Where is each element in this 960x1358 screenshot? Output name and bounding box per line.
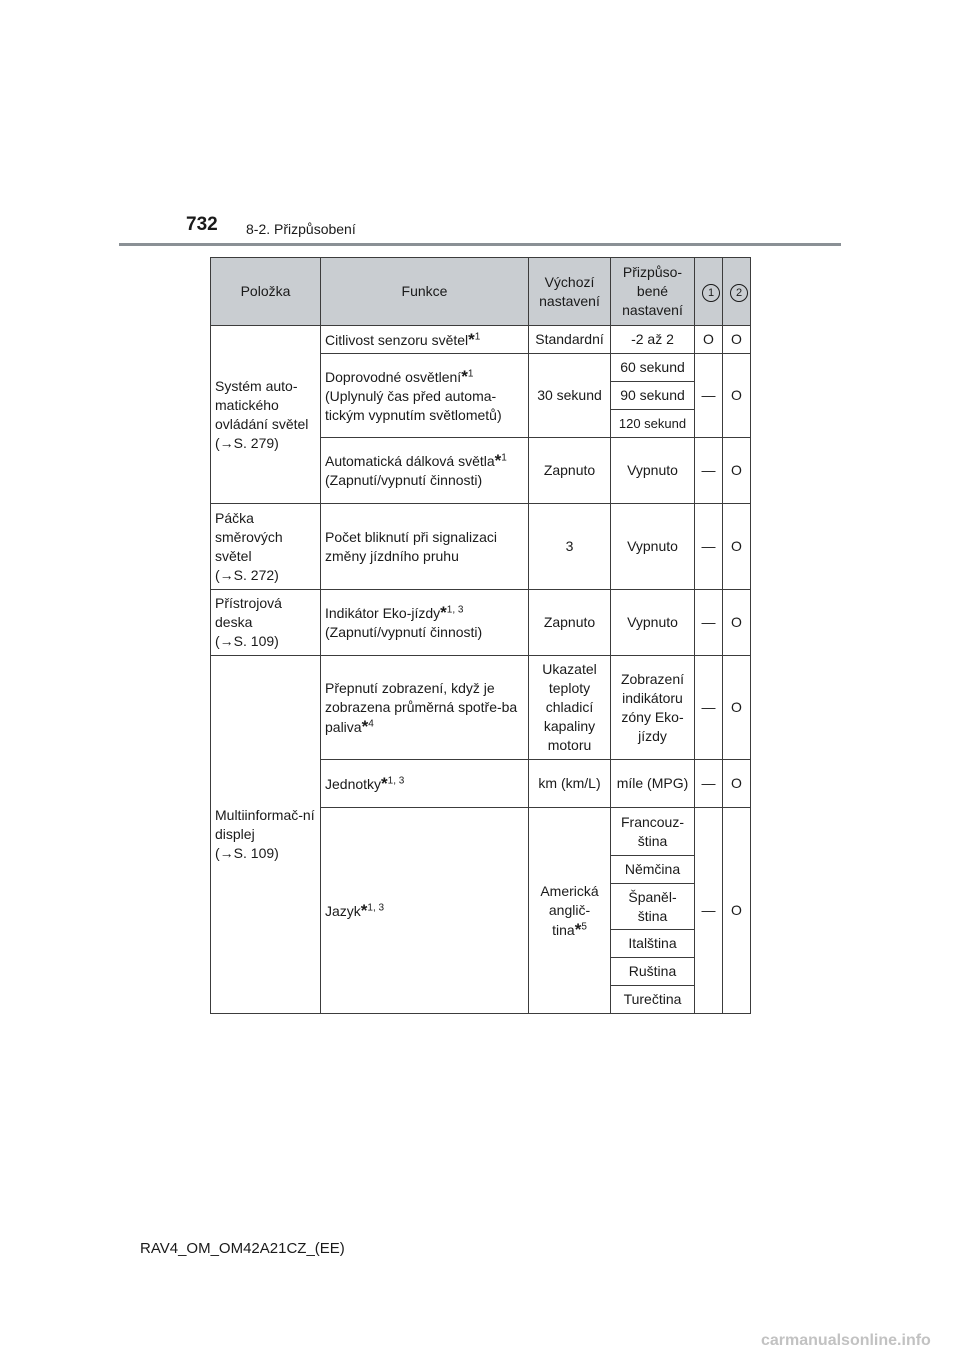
table-row xyxy=(211,326,751,354)
col1-cell: — xyxy=(695,438,723,504)
default-cell: Standardní xyxy=(529,326,611,354)
function-label: Doprovodné osvětlení xyxy=(325,368,462,385)
function-cell xyxy=(321,808,529,1014)
function-cell xyxy=(321,438,529,504)
custom-cell: Vypnuto xyxy=(611,590,695,656)
footnote-ref: 1 xyxy=(501,452,507,464)
footnote-ref: 1, 3 xyxy=(367,901,385,913)
custom-option: 60 sekund xyxy=(611,354,695,382)
col2-cell: O xyxy=(723,656,751,760)
asterisk-icon: * xyxy=(468,329,475,349)
item-cell xyxy=(211,590,321,656)
page-ref: (→S. 109) xyxy=(215,845,279,861)
col1-cell: — xyxy=(695,808,723,1014)
footnote-ref: 1, 3 xyxy=(387,774,405,786)
function-detail: (Uplynulý čas před automa-tickým vypnutím světlometů) xyxy=(325,387,502,423)
col2-cell: O xyxy=(723,760,751,808)
custom-option: Španěl-ština xyxy=(611,884,695,930)
custom-option: Němčina xyxy=(611,856,695,884)
item-cell xyxy=(211,504,321,590)
custom-option: Turečtina xyxy=(611,986,695,1014)
footnote-ref: 4 xyxy=(368,717,374,729)
custom-option: Ruština xyxy=(611,958,695,986)
header-item: Položka xyxy=(211,258,321,326)
col2-cell: O xyxy=(723,808,751,1014)
function-detail: (Zapnutí/vypnutí činnosti) xyxy=(325,472,483,488)
footnote-ref: 1 xyxy=(467,367,474,379)
col1-cell: — xyxy=(695,760,723,808)
document-code: RAV4_OM_OM42A21CZ_(EE) xyxy=(140,1240,345,1257)
item-cell xyxy=(211,656,321,1014)
function-label: Automatická dálková světla xyxy=(325,453,495,469)
function-label: Citlivost senzoru světel xyxy=(325,331,469,348)
customization-table xyxy=(210,257,751,1014)
table-row xyxy=(211,504,751,590)
custom-option: 90 sekund xyxy=(611,382,695,410)
asterisk-icon: * xyxy=(461,366,468,386)
custom-cell: Vypnuto xyxy=(611,438,695,504)
page-ref: (→S. 272) xyxy=(215,566,279,583)
col1-cell: — xyxy=(695,504,723,590)
asterisk-icon: * xyxy=(440,603,447,622)
item-label: Páčka směrových světel xyxy=(215,509,283,564)
custom-option: Italština xyxy=(611,930,695,958)
item-cell xyxy=(211,326,321,504)
header-col-2 xyxy=(723,258,751,326)
asterisk-icon: * xyxy=(574,919,582,939)
header-default: Výchozí nastavení xyxy=(529,258,611,326)
function-cell xyxy=(321,354,529,438)
custom-cell: Zobrazení indikátoru zóny Eko-jízdy xyxy=(611,656,695,760)
page-number: 732 xyxy=(186,214,218,235)
circled-2-icon: 2 xyxy=(730,284,748,302)
header-custom: Přizpůso-bené nastavení xyxy=(611,258,695,326)
asterisk-icon: * xyxy=(381,773,388,793)
default-cell: Zapnuto xyxy=(529,590,611,656)
asterisk-icon: * xyxy=(360,900,368,920)
footnote-ref: 1 xyxy=(474,330,481,342)
header-function: Funkce xyxy=(321,258,529,326)
header-rule xyxy=(119,243,841,246)
custom-cell: Vypnuto xyxy=(611,504,695,590)
function-cell xyxy=(321,590,529,656)
col2-cell: O xyxy=(723,504,751,590)
function-detail: (Zapnutí/vypnutí činnosti) xyxy=(325,624,483,640)
table-row xyxy=(211,656,751,760)
watermark: carmanualsonline.info xyxy=(761,1332,931,1349)
function-cell: Počet bliknutí při signalizaci změny jízdního pruhu xyxy=(321,504,529,590)
col1-cell: — xyxy=(695,354,723,438)
table-row xyxy=(211,590,751,656)
function-label: Indikátor Eko-jízdy xyxy=(325,605,441,621)
col2-cell: O xyxy=(723,438,751,504)
default-cell: Ukazatel teploty chladicí kapaliny motoru xyxy=(529,656,611,760)
custom-option: Francouz-ština xyxy=(611,808,695,856)
item-label: Systém auto-matického ovládání světel xyxy=(215,377,309,432)
function-cell xyxy=(321,760,529,808)
header-col-1 xyxy=(695,258,723,326)
asterisk-icon: * xyxy=(361,716,369,736)
col1-cell: — xyxy=(695,656,723,760)
custom-cell: -2 až 2 xyxy=(611,326,695,354)
footnote-ref: 1, 3 xyxy=(446,604,464,616)
default-cell: 3 xyxy=(529,504,611,590)
function-cell xyxy=(321,656,529,760)
col2-cell: O xyxy=(723,354,751,438)
asterisk-icon: * xyxy=(494,451,502,470)
page-ref: (→S. 109) xyxy=(215,633,279,649)
custom-cell: míle (MPG) xyxy=(611,760,695,808)
item-label: Multiinformač-ní displej xyxy=(215,807,315,842)
function-cell xyxy=(321,326,529,354)
default-cell xyxy=(529,808,611,1014)
function-label: Přepnutí zobrazení, když je zobrazena průměrná spotře-ba paliva xyxy=(325,679,518,735)
function-label: Jazyk xyxy=(325,902,361,919)
circled-1-icon: 1 xyxy=(702,284,720,302)
item-label: Přístrojová deska xyxy=(215,595,282,630)
col1-cell: O xyxy=(695,326,723,354)
default-cell: Zapnuto xyxy=(529,438,611,504)
custom-option: 120 sekund xyxy=(611,410,695,438)
table-header-row xyxy=(211,258,751,326)
col2-cell: O xyxy=(723,590,751,656)
page-ref: (→S. 279) xyxy=(215,434,279,451)
default-label: Americká anglič-tina xyxy=(540,882,599,938)
default-cell: km (km/L) xyxy=(529,760,611,808)
footnote-ref: 5 xyxy=(581,920,587,932)
section-title: 8-2. Přizpůsobení xyxy=(246,221,356,237)
col2-cell: O xyxy=(723,326,751,354)
default-cell: 30 sekund xyxy=(529,354,611,438)
function-label: Jednotky xyxy=(325,775,382,792)
col1-cell: — xyxy=(695,590,723,656)
